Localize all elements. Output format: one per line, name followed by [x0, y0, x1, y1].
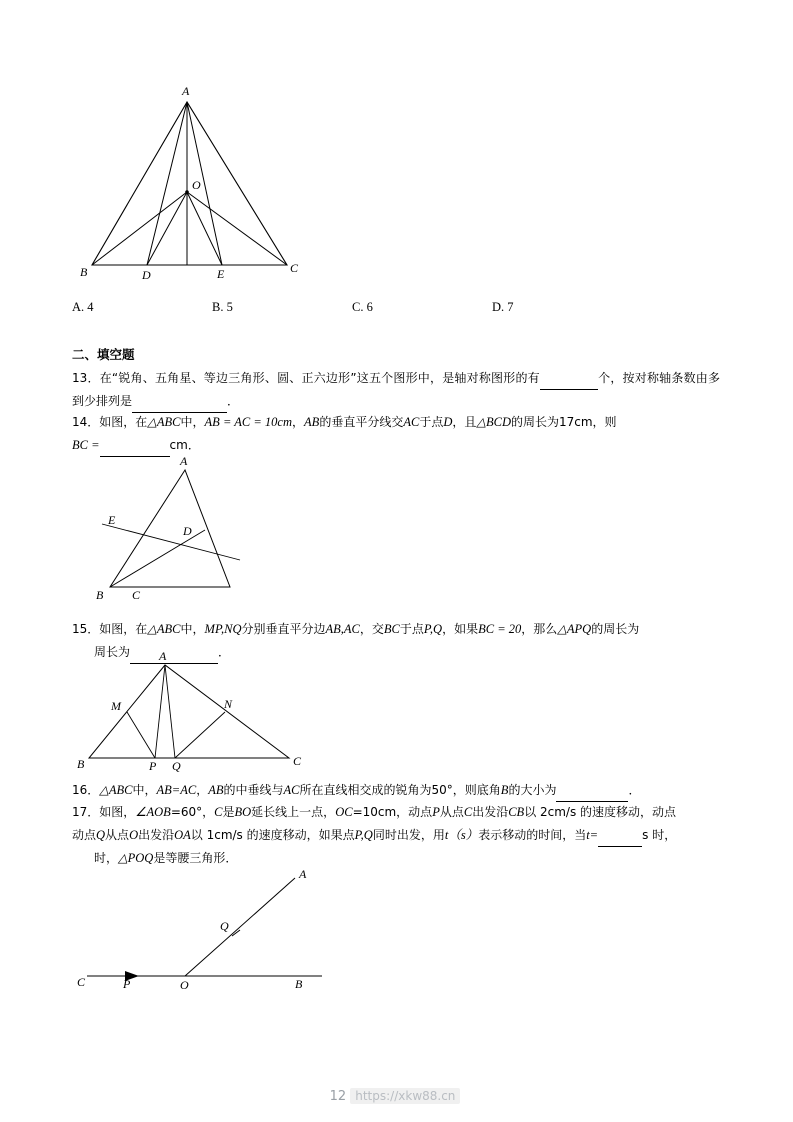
section-title: 二、填空题 [72, 347, 135, 362]
q16-m3: AB [208, 783, 224, 797]
choice-C-value: 6 [366, 300, 373, 314]
q14-m3: AB [304, 415, 320, 429]
q13-text-b: 个，按对称轴条数由多到少排列是 [72, 371, 721, 409]
choice-A[interactable] [72, 300, 212, 315]
figure-q17-label-O: O [180, 978, 189, 992]
figure-q17-svg [77, 868, 347, 993]
choice-C-key: C. [352, 300, 364, 314]
q14-t2: 中， [180, 415, 205, 429]
figure-top-label-D: D [142, 268, 151, 282]
q17-m5: P [432, 805, 440, 819]
q17-m2: C [214, 805, 223, 819]
question-13 [72, 367, 720, 413]
q17-m9: O [129, 828, 139, 843]
q15-t2: 中， [180, 622, 205, 636]
q17-t5: =10cm，动点 [352, 805, 433, 819]
figure-q14-label-B: B [96, 588, 104, 602]
q17-m13: t= [586, 828, 599, 843]
footer-page-number: 12 [329, 1089, 347, 1104]
q17-t15: 是等腰三角形． [153, 851, 238, 866]
q15-m2: MP,NQ [204, 622, 242, 636]
q17-m3: BO [234, 805, 252, 819]
q17-t3: 是 [222, 805, 235, 819]
q14-t6: ，且 [452, 415, 477, 429]
question-14 [72, 411, 720, 457]
choice-D-value: 7 [507, 300, 514, 314]
q14-m4: AC [403, 415, 420, 429]
q15-t7: ，那么 [521, 622, 558, 636]
q14-t3: ， [292, 415, 305, 429]
q13-tail: ． [227, 394, 240, 409]
figure-q14-svg [80, 452, 310, 602]
q16-t4: 所在直线相交成的锐角为50°，则底角 [299, 783, 501, 797]
q15-t5: 于点 [399, 622, 424, 636]
figure-q14-label-A: A [180, 454, 188, 468]
figure-q14-label-D: D [183, 524, 192, 538]
q16-m4: AC [283, 783, 300, 797]
q15-m6: BC = 20 [478, 622, 522, 636]
q17-t14b: 时， [94, 851, 119, 866]
figure-top-label-C: C [290, 261, 299, 275]
choice-B[interactable] [212, 300, 352, 315]
q17-t8: 以 2cm/s 的速度移动，动点 [524, 805, 677, 819]
q13-blank-1[interactable] [540, 389, 598, 390]
q14-t8: cm． [169, 438, 200, 453]
figure-q17-label-C: C [77, 975, 86, 989]
figure-q15-label-Q: Q [172, 759, 181, 773]
figure-q17 [77, 868, 347, 998]
q15-t8-a: 的周长为 [591, 622, 640, 636]
figure-top-triangle-svg [72, 80, 372, 295]
q17-t12: 同时出发，用 [372, 828, 445, 843]
q17-m14: △POQ [118, 851, 154, 866]
figure-q17-label-B: B [295, 977, 303, 991]
choices-row [72, 300, 632, 315]
figure-top-triangle [72, 80, 372, 300]
q15-m4: BC [383, 622, 400, 636]
q14-t7: 的周长为17cm，则 [511, 415, 617, 429]
q17-t8b: 动点 [72, 828, 97, 843]
figure-q17-label-A: A [299, 868, 307, 881]
q15-m5: P,Q [423, 622, 443, 636]
q16-number: 16． [72, 783, 100, 797]
q16-m5: B [500, 783, 509, 797]
q13-number: 13． [72, 371, 100, 385]
q17-number: 17． [72, 805, 100, 819]
q17-m6: C [463, 805, 473, 819]
q17-t10: 出发沿 [138, 828, 175, 843]
q14-number: 14． [72, 415, 100, 429]
q17-m1: ∠AOB [135, 805, 171, 819]
q14-t4: 的垂直平分线交 [319, 415, 404, 429]
q17-t4: 延长线上一点， [251, 805, 336, 819]
figure-q15-label-M: M [111, 699, 121, 713]
figure-q14-label-E: E [108, 513, 116, 527]
question-17 [72, 801, 720, 870]
q14-t1: 如图，在 [99, 415, 148, 429]
q16-t5: 的大小为 [508, 783, 557, 797]
q14-t5: 于点 [419, 415, 444, 429]
q15-m1: △ABC [147, 622, 181, 636]
figure-q14 [80, 452, 310, 607]
q17-m12: t（s） [444, 828, 479, 843]
q15-t3: 分别垂直平分边 [241, 622, 326, 636]
q14-m6: △BCD [476, 415, 511, 429]
figure-q14-label-C: C [132, 588, 141, 602]
choice-D[interactable] [492, 300, 632, 315]
q16-t6: ． [628, 783, 641, 797]
figure-q15-label-P: P [149, 759, 157, 773]
figure-q15-label-A: A [159, 650, 167, 663]
q15-number: 15． [72, 622, 100, 636]
q17-m4: OC [335, 805, 353, 819]
choice-C[interactable] [352, 300, 492, 315]
q16-t2: ， [196, 783, 209, 797]
figure-q15-label-B: B [77, 757, 85, 771]
q14-m1: △ABC [147, 415, 181, 429]
q16-t3: 的中垂线与 [223, 783, 284, 797]
q15-t4: ，交 [359, 622, 384, 636]
q17-m7: CB [508, 805, 525, 819]
q15-t1: 如图，在 [99, 622, 148, 636]
figure-top-label-B: B [80, 265, 88, 279]
figure-q15 [77, 650, 317, 780]
q15-m7: △APQ [557, 622, 592, 636]
figure-q15-svg [77, 650, 317, 775]
figure-q15-label-C: C [293, 754, 302, 768]
q17-t13: 表示移动的时间，当 [478, 828, 587, 843]
q16-m2: AB=AC [156, 783, 197, 797]
choice-B-key: B. [212, 300, 224, 314]
figure-q17-label-Q: Q [220, 919, 229, 933]
q13-text-a: 在“锐角、五角星、等边三角形、圆、正六边形”这五个图形中，是轴对称图形的有 [99, 371, 540, 385]
q16-t1: 中， [132, 783, 157, 797]
choice-B-value: 5 [226, 300, 233, 314]
q17-t7: 出发沿 [472, 805, 509, 819]
q17-t14: s 时， [642, 828, 677, 843]
choice-A-key: A. [72, 300, 85, 314]
q17-t11: 以 1cm/s 的速度移动，如果点 [190, 828, 355, 843]
page-footer [0, 1088, 793, 1104]
figure-q17-label-P: P [123, 977, 131, 991]
choice-D-key: D. [492, 300, 505, 314]
q17-t2: =60°， [170, 805, 215, 819]
q17-t1: 如图， [99, 805, 136, 819]
figure-top-label-A: A [182, 84, 190, 98]
q14-m7: BC = [72, 438, 100, 453]
figure-top-label-E: E [217, 267, 225, 281]
q17-blank[interactable] [598, 846, 642, 847]
question-16 [72, 779, 720, 802]
q17-m10: OA [174, 828, 191, 843]
q17-t9: 从点 [105, 828, 130, 843]
figure-top-label-O: O [192, 178, 201, 192]
q17-m8: Q [96, 828, 106, 843]
q17-m11: P,Q [354, 828, 373, 843]
q15-t9: ． [218, 645, 231, 660]
q17-t6: 从点 [439, 805, 464, 819]
choice-A-value: 4 [87, 300, 94, 314]
figure-q15-label-N: N [224, 697, 233, 711]
q15-t6: ，如果 [442, 622, 479, 636]
q14-m2: AB = AC = 10cm [204, 415, 293, 429]
q15-t8: 周长为 [94, 645, 131, 660]
q14-m5: D [443, 415, 453, 429]
footer-watermark: https://xkw88.cn [350, 1088, 460, 1104]
q16-m1: △ABC [99, 783, 133, 797]
q15-m3: AB,AC [325, 622, 360, 636]
